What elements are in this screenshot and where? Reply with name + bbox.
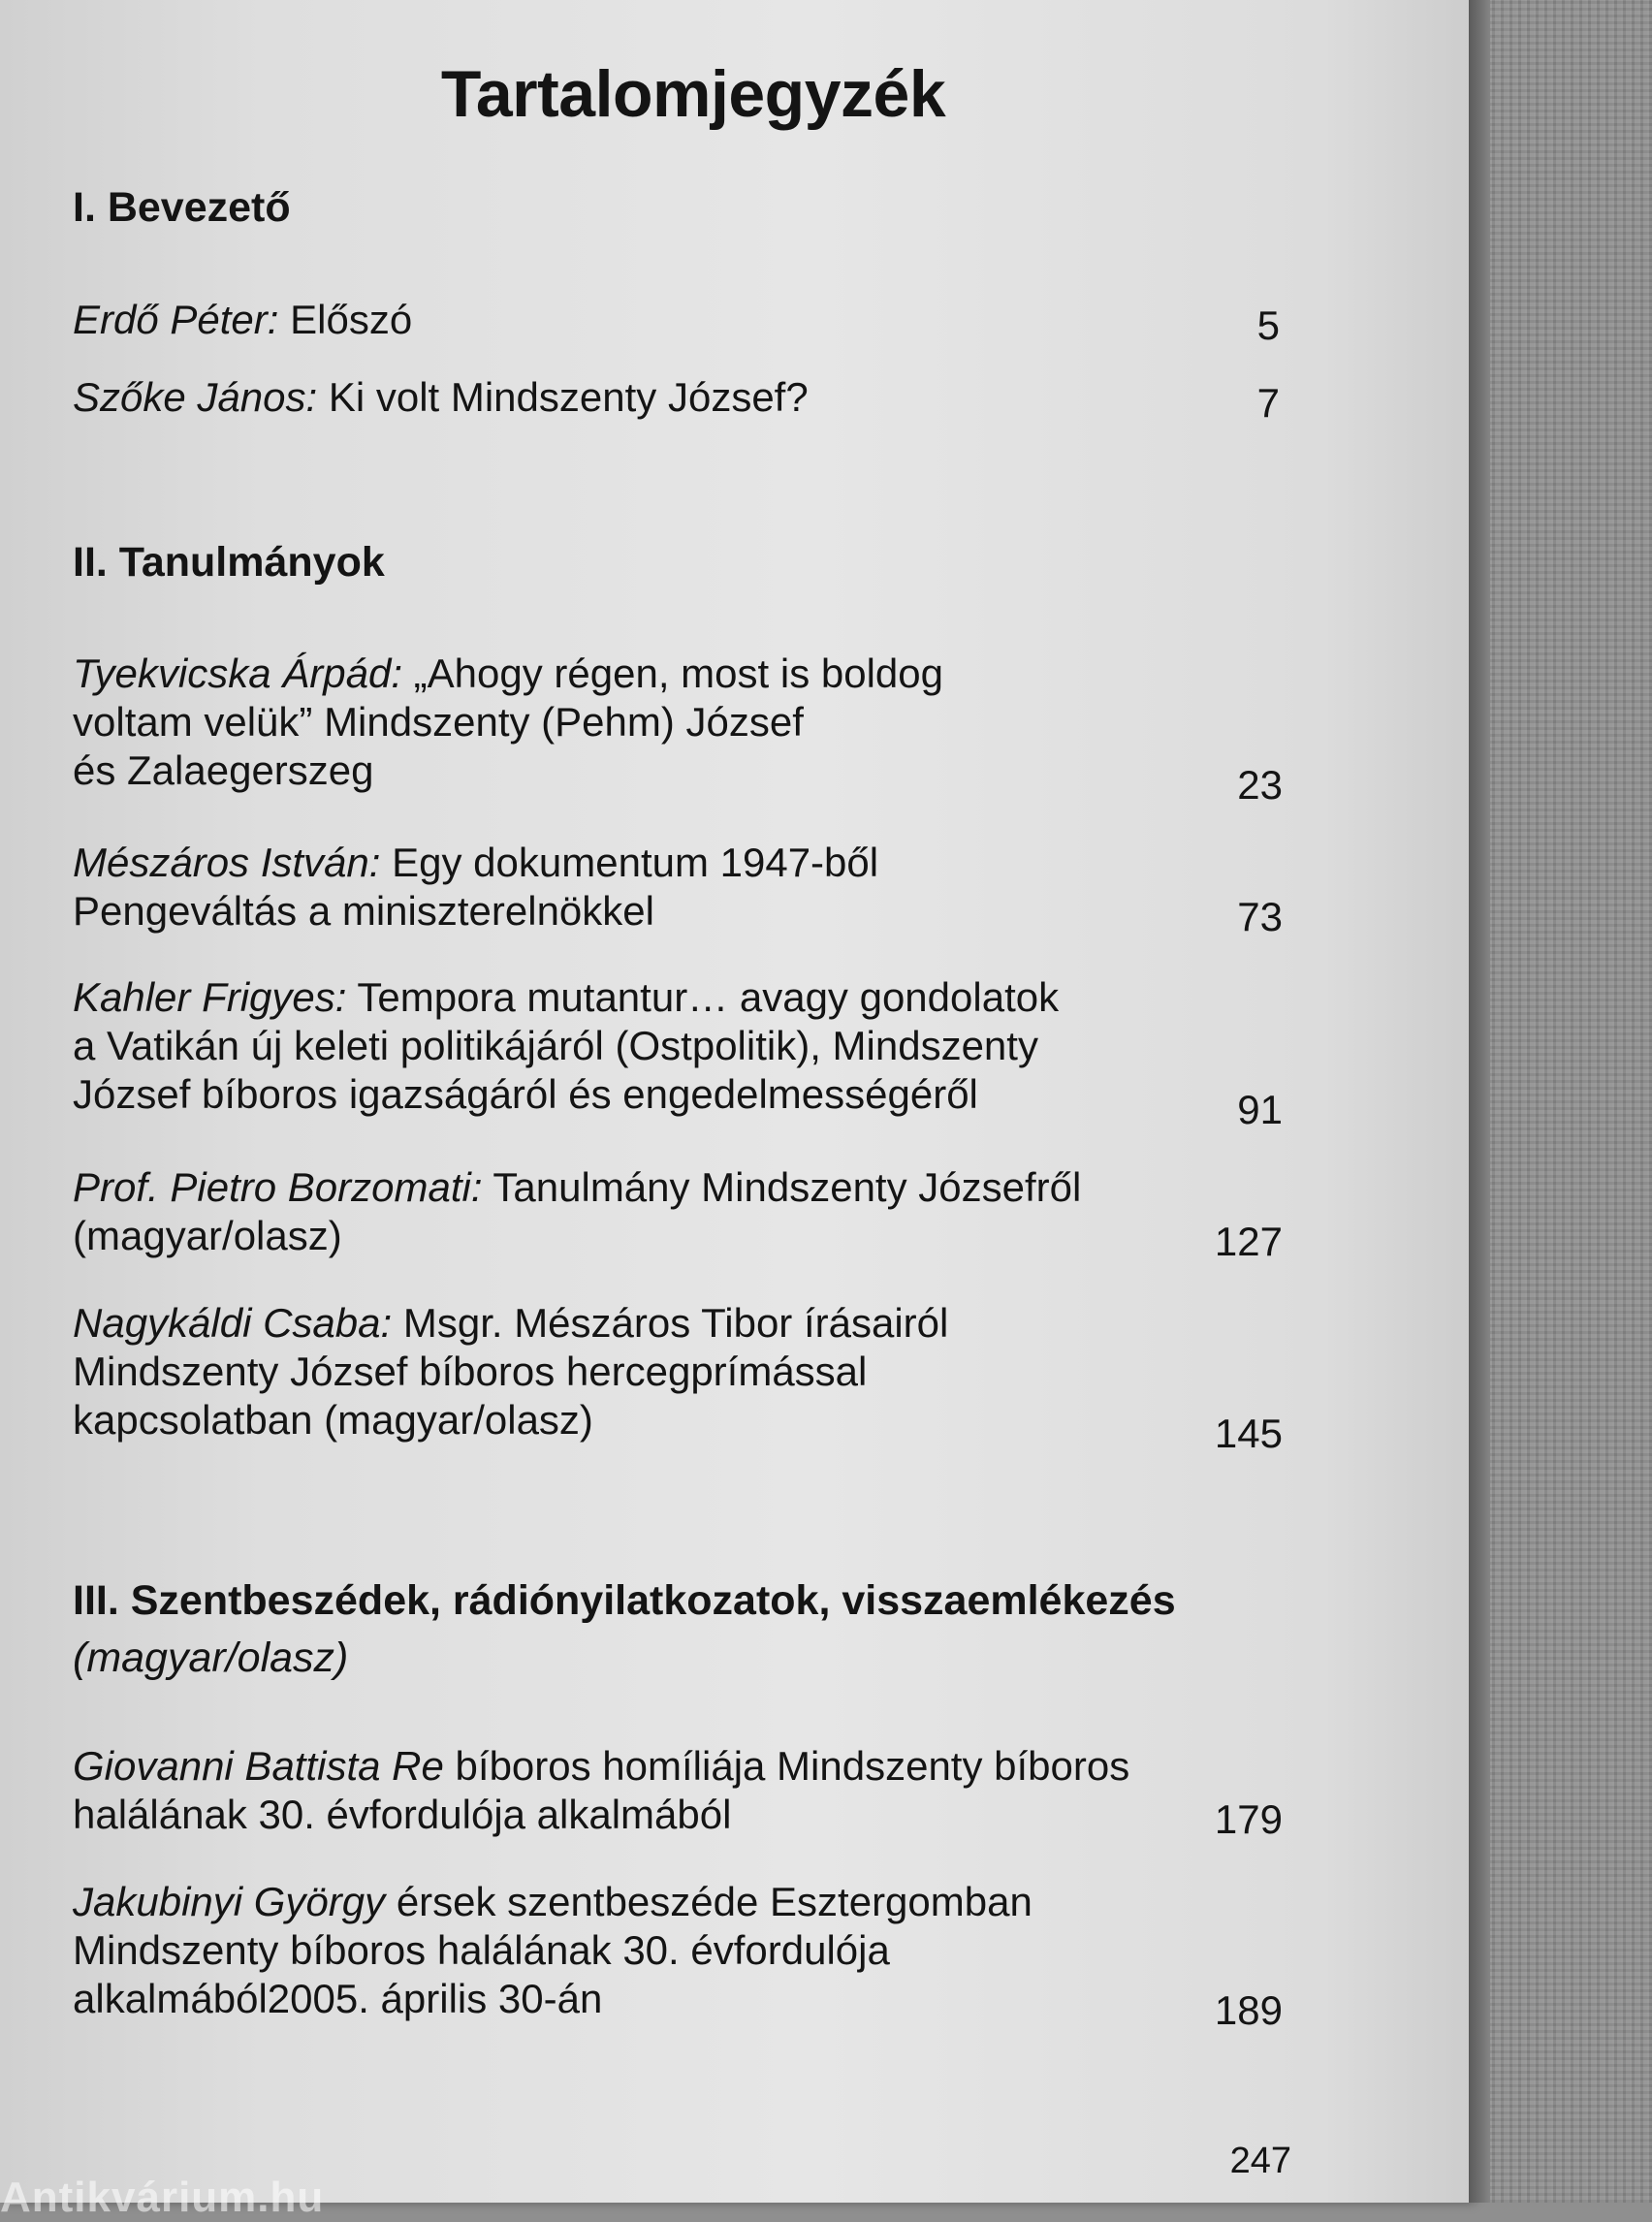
toc-entry <box>73 296 412 344</box>
toc-entry <box>73 373 809 422</box>
toc-entry <box>73 1163 1081 1260</box>
entry-author: Szőke János: <box>73 374 318 420</box>
entry-title-line: halálának 30. évfordulója alkalmából <box>73 1792 732 1837</box>
entry-page-number: 179 <box>1214 1796 1283 1842</box>
entry-title-line: „Ahogy régen, most is boldog <box>413 651 943 696</box>
entry-title-line: József bíboros igazságáról és engedelmességéről <box>73 1071 978 1117</box>
entry-page-number: 23 <box>1237 762 1283 808</box>
background-surface <box>1490 0 1652 2203</box>
entry-author: Prof. Pietro Borzomati: <box>73 1164 483 1210</box>
entry-title-line: Ki volt Mindszenty József? <box>328 374 809 420</box>
entry-page-number: 73 <box>1237 894 1283 939</box>
entry-title-line: Egy dokumentum 1947-ből <box>392 840 879 885</box>
watermark: Antikvárium.hu <box>0 2174 325 2221</box>
entry-author: Erdő Péter: <box>73 297 279 342</box>
entry-title-line: Előszó <box>290 297 413 342</box>
entry-author: Kahler Frigyes: <box>73 974 347 1020</box>
entry-page-number: 5 <box>1256 302 1280 348</box>
entry-author: Mészáros István: <box>73 840 381 885</box>
entry-author: Jakubinyi György <box>73 1879 386 1924</box>
entry-title-line: voltam velük” Mindszenty (Pehm) József <box>73 699 804 745</box>
entry-title-line: érsek szentbeszéde Esztergomban <box>396 1879 1032 1924</box>
toc-entry <box>73 1299 948 1444</box>
entry-title-line: és Zalaegerszeg <box>73 747 374 793</box>
toc-entry <box>73 1742 1129 1839</box>
entry-title-line: Pengeváltás a miniszterelnökkel <box>73 888 654 934</box>
entry-title-line: Tanulmány Mindszenty Józsefről <box>492 1164 1082 1210</box>
entry-page-number: 91 <box>1237 1087 1283 1132</box>
toc-entry <box>73 1878 1032 2023</box>
entry-title-line: a Vatikán új keleti politikájáról (Ostpolitik), Mindszenty <box>73 1023 1038 1068</box>
entry-page-number: 145 <box>1214 1411 1283 1456</box>
entry-page-number: 189 <box>1214 1987 1283 2033</box>
entry-page-number: 7 <box>1256 380 1280 426</box>
section-subheading: (magyar/olasz) <box>73 1635 349 1681</box>
entry-title-line: (magyar/olasz) <box>73 1213 342 1258</box>
section-heading-szentbeszedek: III. Szentbeszédek, rádiónyilatkozatok, visszaemlékezés <box>73 1577 1176 1624</box>
entry-title-line: Msgr. Mészáros Tibor írásairól <box>402 1300 949 1346</box>
section-heading-bevezeto: I. Bevezető <box>73 184 291 231</box>
toc-entry <box>73 839 878 936</box>
folio-page-number: 247 <box>1229 2141 1291 2181</box>
entry-page-number: 127 <box>1214 1219 1283 1264</box>
entry-title-line: bíboros homíliája Mindszenty bíboros <box>455 1743 1130 1789</box>
entry-title-line: alkalmából2005. április 30-án <box>73 1976 603 2021</box>
entry-author: Giovanni Battista Re <box>73 1743 444 1789</box>
entry-title-line: Mindszenty József bíboros hercegprímással <box>73 1349 868 1394</box>
entry-title-line: Tempora mutantur… avagy gondolatok <box>357 974 1060 1020</box>
section-heading-tanulmanyok: II. Tanulmányok <box>73 539 385 586</box>
entry-author: Tyekvicska Árpád: <box>73 651 402 696</box>
entry-title-line: Mindszenty bíboros halálának 30. évfordulója <box>73 1927 890 1973</box>
entry-title-line: kapcsolatban (magyar/olasz) <box>73 1397 593 1443</box>
toc-entry <box>73 973 1059 1119</box>
page-edge-shadow <box>1469 0 1490 2203</box>
toc-entry <box>73 650 943 795</box>
page-title: Tartalomjegyzék <box>440 57 946 131</box>
entry-author: Nagykáldi Csaba: <box>73 1300 393 1346</box>
